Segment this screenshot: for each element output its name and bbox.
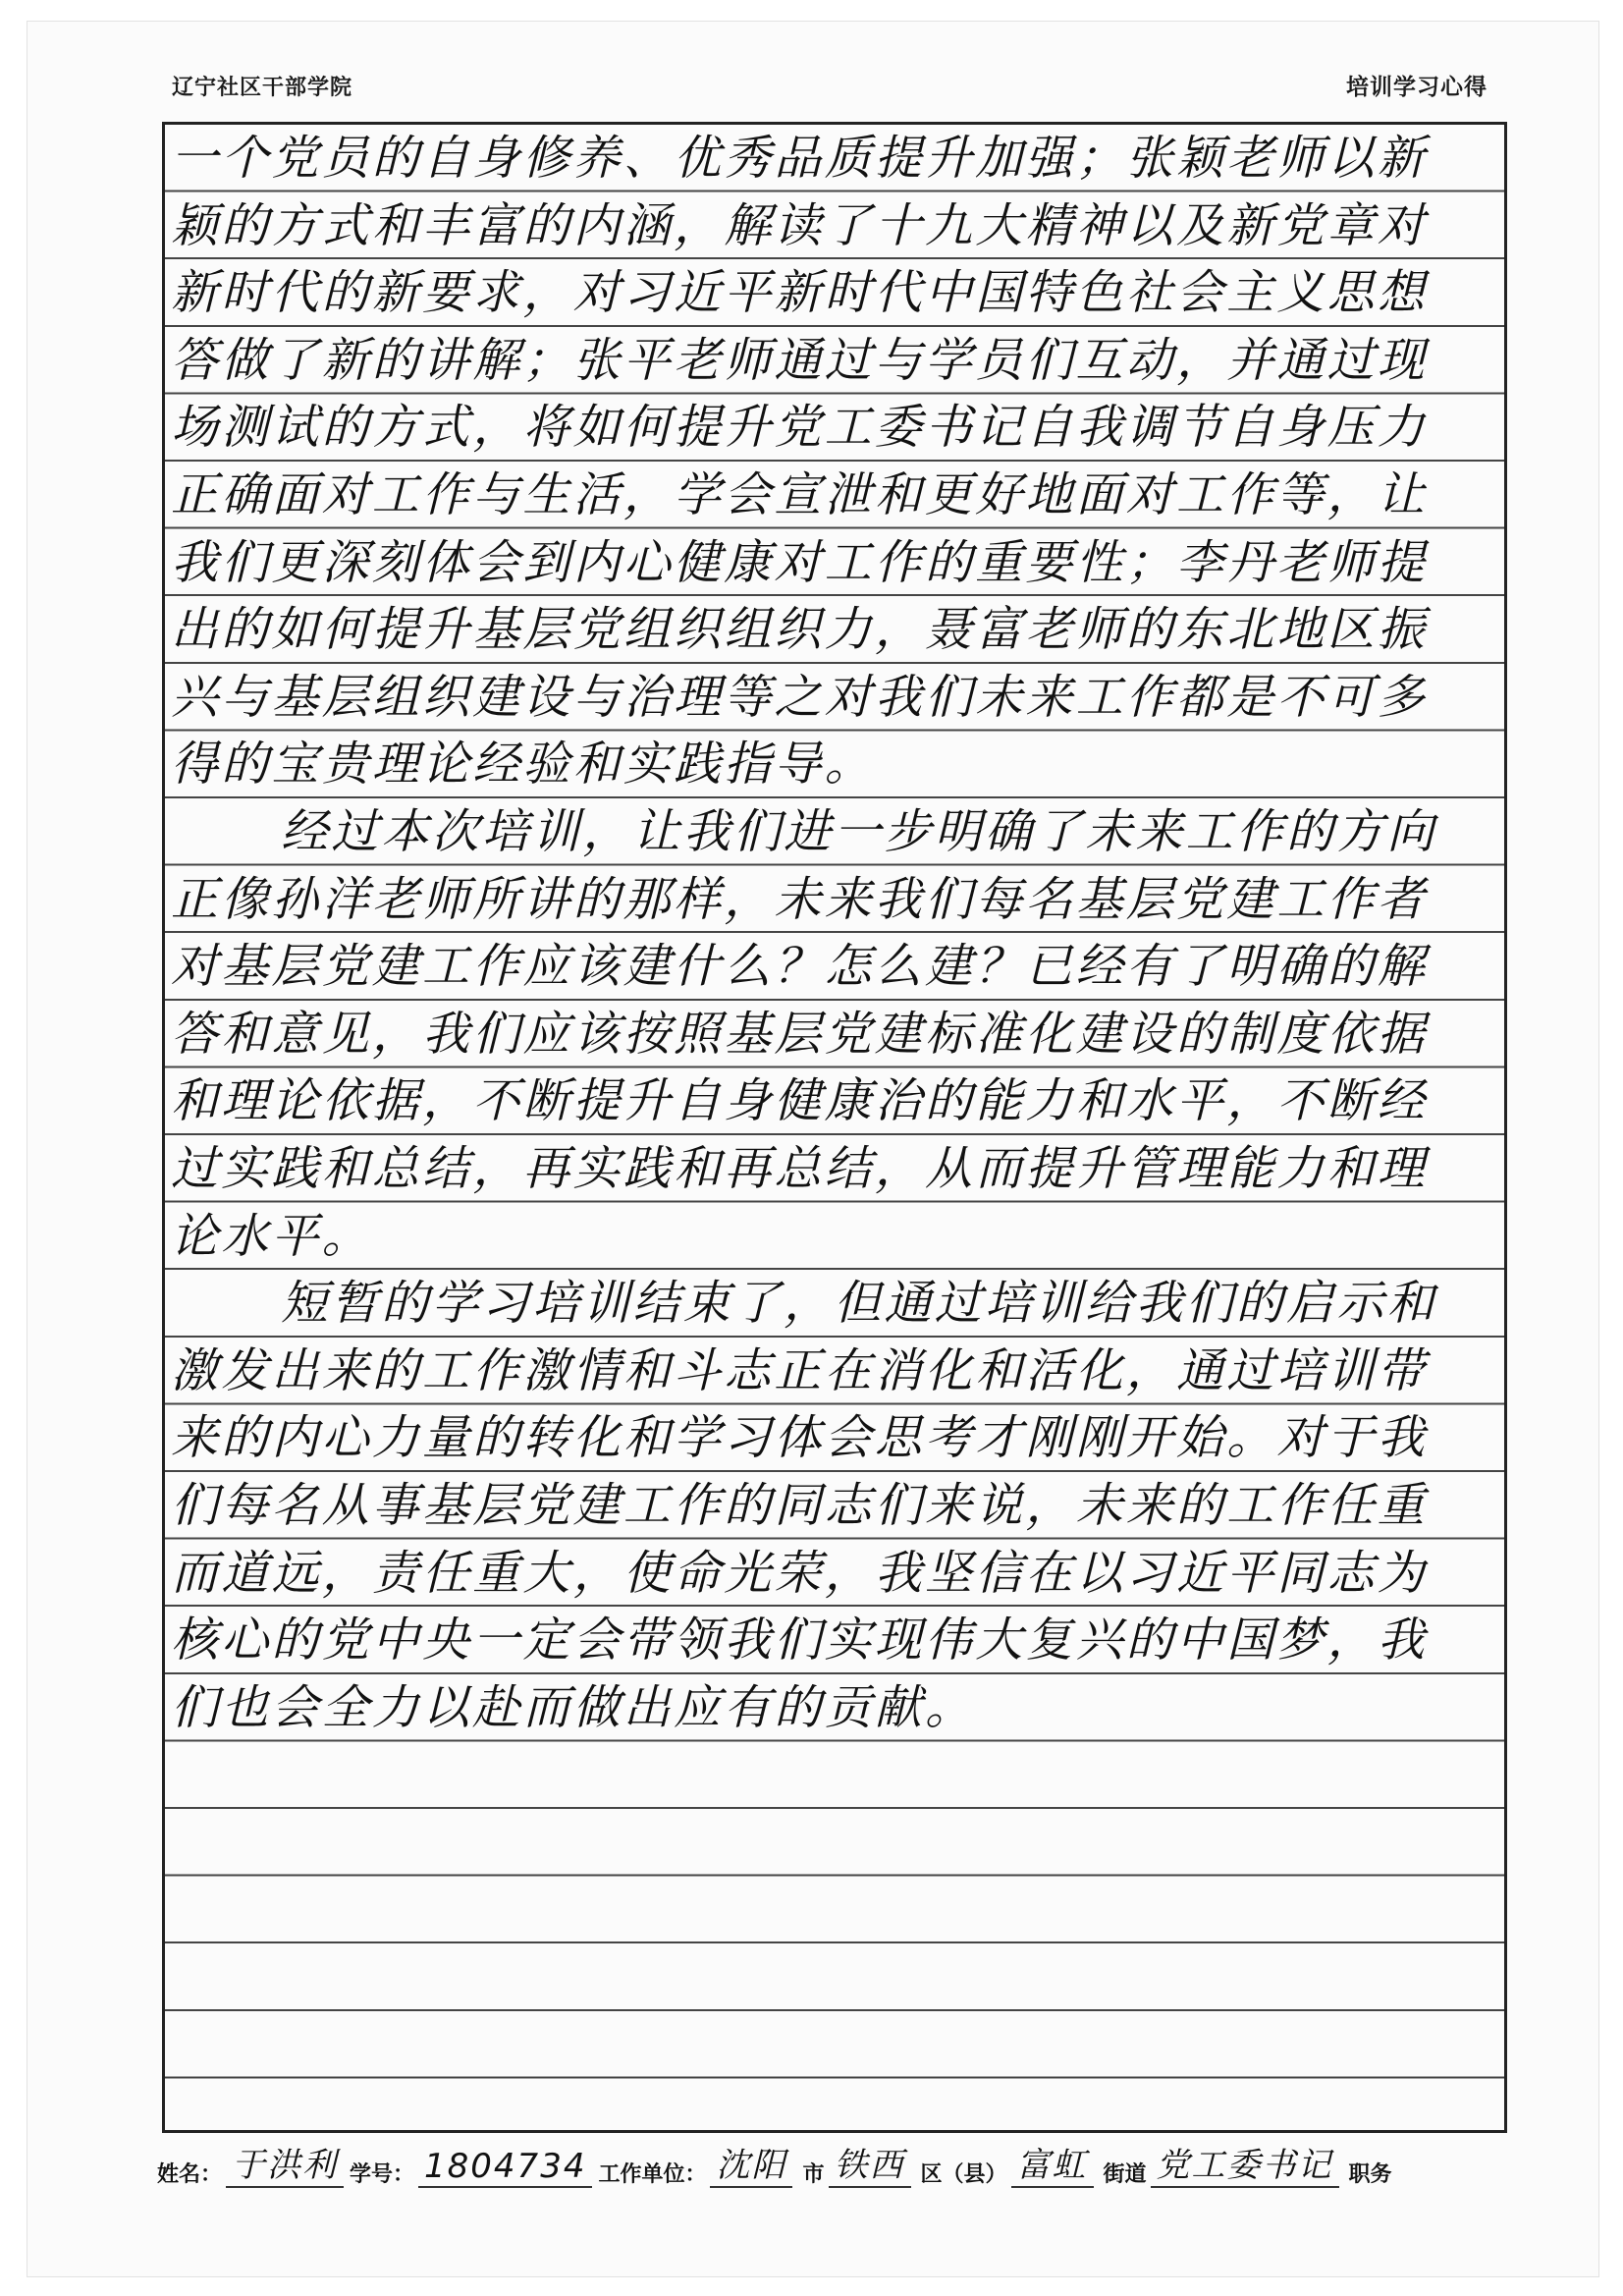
handwritten-line: 一个党员的自身修养、优秀品质提升加强；张颖老师以新	[171, 131, 1429, 186]
street-unit: 街道	[1103, 2161, 1147, 2187]
handwritten-line: 答做了新的讲解；张平老师通过与学员们互动，并通过现	[171, 332, 1429, 388]
handwritten-line: 们每名从事基层党建工作的同志们来说，未来的工作任重	[171, 1478, 1429, 1533]
handwritten-line: 激发出来的工作激情和斗志正在消化和活化，通过培训带	[171, 1342, 1429, 1398]
work-unit-label: 工作单位：	[598, 2161, 707, 2187]
ruled-writing-area	[162, 122, 1507, 2133]
handwritten-line: 答和意见，我们应该按照基层党建标准化建设的制度依据	[171, 1006, 1429, 1062]
handwritten-line: 正确面对工作与生活，学会宣泄和更好地面对工作等，让	[171, 467, 1429, 522]
handwritten-line: 而道远，责任重大，使命光荣，我坚信在以习近平同志为	[171, 1545, 1429, 1601]
handwritten-line: 来的内心力量的转化和学习体会思考才刚刚开始。对于我	[171, 1410, 1429, 1466]
student-id-label: 学号：	[350, 2161, 415, 2187]
handwritten-line: 对基层党建工作应该建什么？怎么建？已经有了明确的解	[171, 939, 1429, 995]
student-id-value: 1804734	[418, 2147, 592, 2188]
handwritten-line: 论水平。	[171, 1208, 372, 1264]
handwritten-line: 们也会全力以赴而做出应有的贡献。	[171, 1679, 976, 1735]
district-value: 铁西	[829, 2138, 911, 2188]
city-unit: 市	[802, 2161, 825, 2187]
institution-name: 辽宁社区干部学院	[172, 75, 353, 100]
district-unit: 区（县）	[920, 2161, 1007, 2187]
handwritten-line: 场测试的方式，将如何提升党工委书记自我调节自身压力	[171, 400, 1429, 456]
position-unit: 职务	[1348, 2161, 1392, 2187]
handwritten-line: 短暂的学习培训结束了，但通过培训给我们的启示和	[281, 1276, 1437, 1332]
street-value: 富虹	[1011, 2138, 1094, 2188]
position-value: 党工委书记	[1151, 2138, 1339, 2188]
signature-footer	[157, 2139, 1532, 2188]
handwritten-line: 得的宝贵理论经验和实践指导。	[171, 737, 875, 793]
handwritten-line: 新时代的新要求，对习近平新时代中国特色社会主义思想	[171, 265, 1429, 321]
city-value: 沈阳	[710, 2138, 792, 2188]
handwritten-line: 兴与基层组织建设与治理等之对我们未来工作都是不可多	[171, 669, 1429, 725]
name-label: 姓名：	[157, 2161, 223, 2187]
name-value: 于洪利	[226, 2138, 344, 2188]
handwritten-line: 和理论依据，不断提升自身健康治的能力和水平，不断经	[171, 1073, 1429, 1129]
handwritten-line: 经过本次培训，让我们进一步明确了未来工作的方向	[281, 804, 1437, 859]
handwritten-line: 出的如何提升基层党组织组织力，聂富老师的东北地区振	[171, 602, 1429, 658]
handwritten-line: 核心的党中央一定会带领我们实现伟大复兴的中国梦，我	[171, 1613, 1429, 1668]
document-type: 培训学习心得	[1346, 74, 1488, 100]
handwritten-line: 正像孙洋老师所讲的那样，未来我们每名基层党建工作者	[171, 871, 1429, 927]
handwritten-line: 我们更深刻体会到内心健康对工作的重要性；李丹老师提	[171, 534, 1429, 590]
handwritten-line: 过实践和总结，再实践和再总结，从而提升管理能力和理	[171, 1141, 1429, 1196]
handwritten-line: 颖的方式和丰富的内涵，解读了十九大精神以及新党章对	[171, 197, 1429, 253]
